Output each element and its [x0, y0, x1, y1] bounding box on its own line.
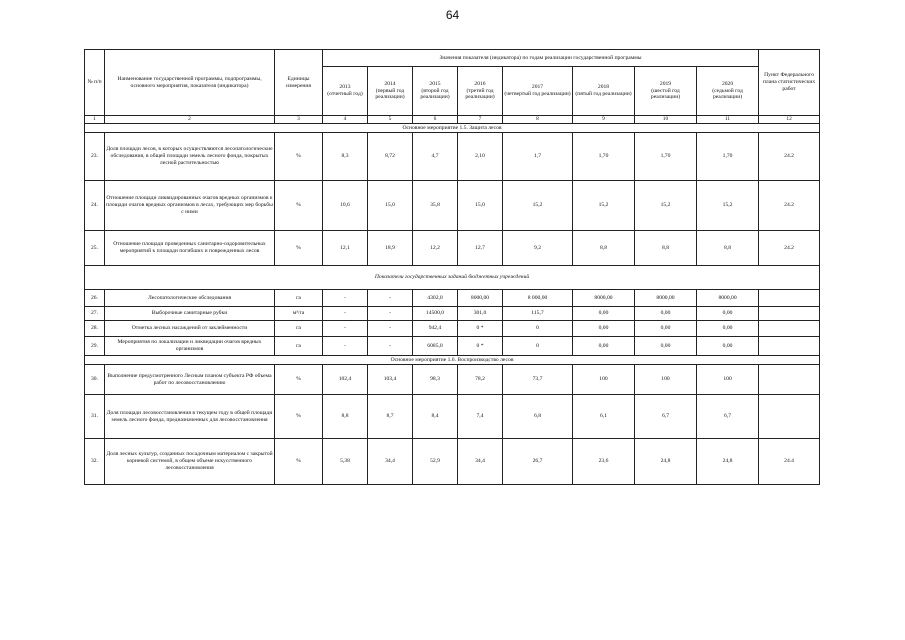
row-num: 26. — [85, 290, 105, 307]
header-year-2013: 2013 (отчетный год) — [323, 67, 368, 116]
cell-value: 0 * — [458, 337, 503, 356]
row-unit: % — [275, 365, 323, 395]
cell-value: 6,7 — [697, 395, 759, 439]
row-plan: 24.2 — [759, 181, 820, 231]
cell-value: - — [368, 337, 413, 356]
row-unit: % — [275, 231, 323, 266]
cell-value: 8,3 — [323, 133, 368, 181]
table-row — [85, 337, 820, 356]
cell-value: - — [323, 321, 368, 337]
cell-value: 103,4 — [368, 365, 413, 395]
row-plan — [759, 337, 820, 356]
column-number: 2 — [105, 116, 275, 124]
header-fed-plan: Пункт Федерального плана статистических работ — [759, 50, 820, 116]
header-year-2016: 2016 (третий год реализации) — [458, 67, 503, 116]
row-num: 27. — [85, 307, 105, 321]
cell-value: 9,2 — [503, 231, 573, 266]
cell-value: 8,7 — [368, 395, 413, 439]
cell-value: 8000,00 — [573, 290, 635, 307]
row-plan: 24.2 — [759, 231, 820, 266]
row-name: Лесопатологические обследования — [105, 290, 275, 307]
cell-value: 1,7 — [503, 133, 573, 181]
cell-value: 0,00 — [635, 337, 697, 356]
cell-value: 115,7 — [503, 307, 573, 321]
row-name: Отметка лесных насаждений от заклейменности — [105, 321, 275, 337]
table-row — [85, 365, 820, 395]
cell-value: 8 000,00 — [503, 290, 573, 307]
column-number: 8 — [503, 116, 573, 124]
cell-value: 1,70 — [697, 133, 759, 181]
cell-value: 100 — [573, 365, 635, 395]
cell-value: 14500,0 — [413, 307, 458, 321]
cell-value: - — [368, 321, 413, 337]
row-unit: % — [275, 395, 323, 439]
header-num: № п/п — [85, 50, 105, 116]
row-unit: % — [275, 439, 323, 485]
column-number: 11 — [697, 116, 759, 124]
row-unit: га — [275, 290, 323, 307]
cell-value: 0,00 — [635, 321, 697, 337]
header-year-2015: 2015 (второй год реализации) — [413, 67, 458, 116]
cell-value: 24,8 — [697, 439, 759, 485]
cell-value: 0,00 — [573, 337, 635, 356]
cell-value: 52,9 — [413, 439, 458, 485]
cell-value: 0,00 — [635, 307, 697, 321]
row-name: Выборочные санитарные рубки — [105, 307, 275, 321]
cell-value: 8,8 — [573, 231, 635, 266]
cell-value: 100 — [635, 365, 697, 395]
cell-value: 6,8 — [503, 395, 573, 439]
cell-value: 23,6 — [573, 439, 635, 485]
row-num: 29. — [85, 337, 105, 356]
cell-value: 15,2 — [503, 181, 573, 231]
row-name: Доля площади лесов, в которых осуществляются лесопатологические обследования, в общей площади земель лесного фонда, покрытых лесной растительностью — [105, 133, 275, 181]
indicators-table — [84, 49, 820, 485]
cell-value: 78,2 — [458, 365, 503, 395]
row-plan — [759, 307, 820, 321]
cell-value: 0 — [503, 321, 573, 337]
cell-value: 6,1 — [573, 395, 635, 439]
row-num: 23. — [85, 133, 105, 181]
cell-value: 24,8 — [635, 439, 697, 485]
section-heading: Основное мероприятие 1.5. Защита лесов — [85, 124, 820, 133]
column-number: 4 — [323, 116, 368, 124]
cell-value: 8,8 — [635, 231, 697, 266]
table-row — [85, 307, 820, 321]
row-unit: % — [275, 181, 323, 231]
cell-value: 8000,00 — [635, 290, 697, 307]
row-unit: га — [275, 337, 323, 356]
column-number-row — [85, 116, 820, 124]
cell-value: 15,2 — [635, 181, 697, 231]
header-year-2018: 2018 (пятый год реализации) — [573, 67, 635, 116]
row-plan: 24.2 — [759, 133, 820, 181]
row-num: 31. — [85, 395, 105, 439]
cell-value: 0,00 — [573, 307, 635, 321]
cell-value: 0 * — [458, 321, 503, 337]
cell-value: 100 — [697, 365, 759, 395]
header-year-2017: 2017 (четвертый год реализации) — [503, 67, 573, 116]
row-unit: м³/га — [275, 307, 323, 321]
cell-value: - — [368, 290, 413, 307]
cell-value: 8,8 — [697, 231, 759, 266]
cell-value: 102,4 — [323, 365, 368, 395]
cell-value: 8,4 — [413, 395, 458, 439]
header-values-title: Значения показателя (индикатора) по годам реализации государственной программы — [323, 50, 759, 67]
row-name: Доля лесных культур, созданных посадочным материалом с закрытой корневой системой, в общем объеме искусственного лесовосстановления — [105, 439, 275, 485]
row-name: Доля площади лесовосстановления в текущем году в общей площади земель лесного фонда, предназначенных для лесовосстановления — [105, 395, 275, 439]
cell-value: 12,2 — [413, 231, 458, 266]
page-number: 64 — [445, 8, 460, 22]
column-number: 5 — [368, 116, 413, 124]
row-unit: % — [275, 133, 323, 181]
cell-value: - — [323, 307, 368, 321]
cell-value: 12,7 — [458, 231, 503, 266]
row-name: Отношение площади проведенных санитарно-оздоровительных мероприятий к площади погибших и поврежденных лесов — [105, 231, 275, 266]
row-name: Выполнение предусмотренного Лесным планом субъекта РФ объема работ по лесовосстановлению — [105, 365, 275, 395]
cell-value: - — [323, 290, 368, 307]
cell-value: 5,38 — [323, 439, 368, 485]
row-plan — [759, 321, 820, 337]
cell-value: 0 — [503, 337, 573, 356]
row-plan — [759, 365, 820, 395]
header-year-2019: 2019 (шестой год реализации) — [635, 67, 697, 116]
header-unit: Единицы измерения — [275, 50, 323, 116]
cell-value: 7,4 — [458, 395, 503, 439]
cell-value: 301,0 — [458, 307, 503, 321]
cell-value: 8,72 — [368, 133, 413, 181]
cell-value: 26,7 — [503, 439, 573, 485]
cell-value: 1,70 — [573, 133, 635, 181]
table-row — [85, 321, 820, 337]
cell-value: 8000,00 — [697, 290, 759, 307]
table-row — [85, 439, 820, 485]
cell-value: 8000,00 — [458, 290, 503, 307]
cell-value: 0,00 — [573, 321, 635, 337]
header-year-2014: 2014 (первый год реализации) — [368, 67, 413, 116]
header-name: Наименование государственной программы, подпрограммы, основного мероприятия, показателя (индикатора) — [105, 50, 275, 116]
row-unit: га — [275, 321, 323, 337]
row-name: Мероприятия по локализации и ликвидации очагов вредных организмов — [105, 337, 275, 356]
row-num: 30. — [85, 365, 105, 395]
column-number: 6 — [413, 116, 458, 124]
cell-value: 18,9 — [368, 231, 413, 266]
cell-value: 12,1 — [323, 231, 368, 266]
row-num: 32. — [85, 439, 105, 485]
cell-value: 2,10 — [458, 133, 503, 181]
header-year-2020: 2020 (седьмой год реализации) — [697, 67, 759, 116]
cell-value: 0,00 — [697, 307, 759, 321]
row-num: 24. — [85, 181, 105, 231]
cell-value: 34,4 — [458, 439, 503, 485]
table-row — [85, 395, 820, 439]
row-name: Отношение площади ликвидированных очагов вредных организмов к площади очагов вредных организмов в лесах, требующих мер борьбы с ними — [105, 181, 275, 231]
section-heading: Основное мероприятие 1.6. Воспроизводство лесов — [85, 356, 820, 365]
cell-value: 0,00 — [697, 337, 759, 356]
cell-value: 8,8 — [323, 395, 368, 439]
cell-value: 15,0 — [368, 181, 413, 231]
table-row — [85, 181, 820, 231]
row-plan — [759, 290, 820, 307]
column-number: 12 — [759, 116, 820, 124]
cell-value: 942,4 — [413, 321, 458, 337]
cell-value: 98,3 — [413, 365, 458, 395]
cell-value: 4302,0 — [413, 290, 458, 307]
cell-value: 73,7 — [503, 365, 573, 395]
column-number: 1 — [85, 116, 105, 124]
table-row — [85, 133, 820, 181]
table-row — [85, 231, 820, 266]
row-num: 28. — [85, 321, 105, 337]
cell-value: 35,8 — [413, 181, 458, 231]
row-plan — [759, 395, 820, 439]
column-number: 3 — [275, 116, 323, 124]
row-plan: 24.4 — [759, 439, 820, 485]
section-heading: Показатели государственных заданий бюджетных учреждений — [85, 266, 820, 290]
cell-value: - — [368, 307, 413, 321]
cell-value: - — [323, 337, 368, 356]
cell-value: 0,00 — [697, 321, 759, 337]
cell-value: 6,7 — [635, 395, 697, 439]
cell-value: 10,6 — [323, 181, 368, 231]
cell-value: 1,70 — [635, 133, 697, 181]
column-number: 10 — [635, 116, 697, 124]
cell-value: 15,0 — [458, 181, 503, 231]
cell-value: 4,7 — [413, 133, 458, 181]
cell-value: 34,4 — [368, 439, 413, 485]
row-num: 25. — [85, 231, 105, 266]
column-number: 9 — [573, 116, 635, 124]
cell-value: 6085,0 — [413, 337, 458, 356]
cell-value: 15,2 — [573, 181, 635, 231]
cell-value: 15,2 — [697, 181, 759, 231]
column-number: 7 — [458, 116, 503, 124]
table-row — [85, 290, 820, 307]
